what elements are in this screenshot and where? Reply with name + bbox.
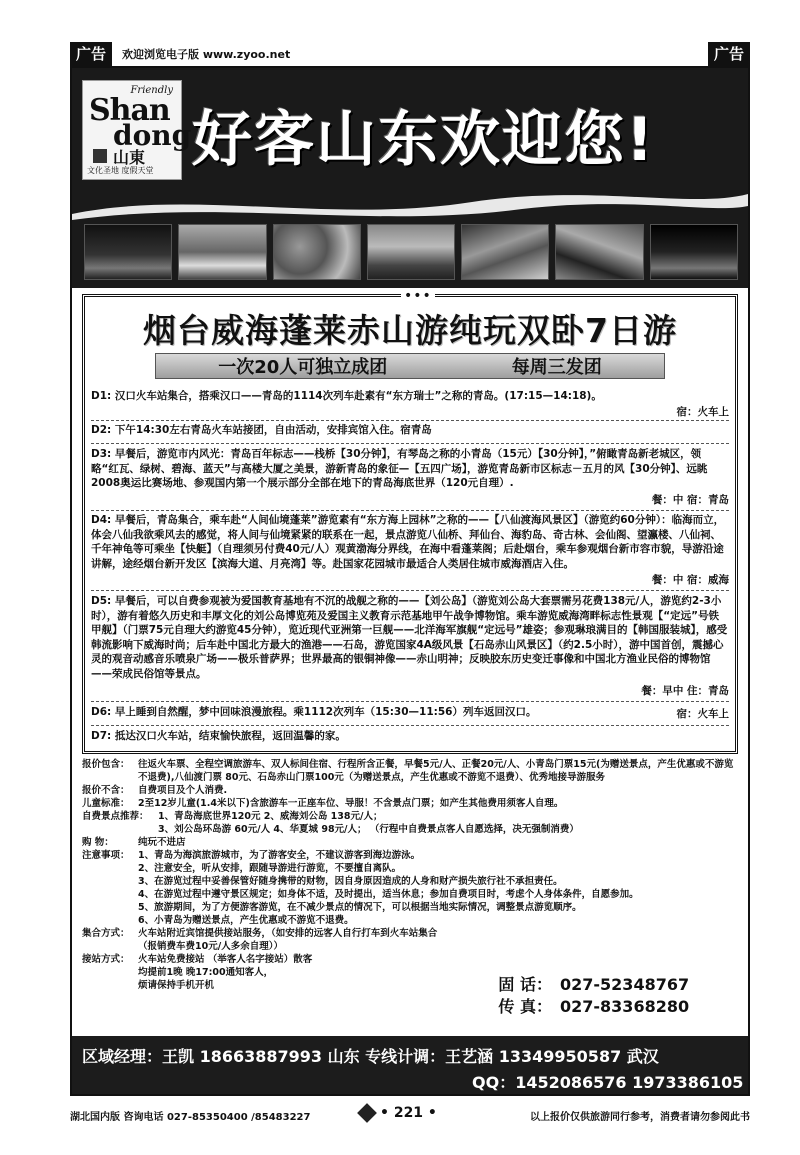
note-value	[138, 927, 738, 953]
divider	[91, 443, 729, 444]
phone-number[interactable]: 027-52348767	[560, 975, 690, 994]
logo-shan-text: Shan	[89, 93, 170, 128]
note-value: 2至12岁儿童(1.4米以下)含旅游车一正座车位、导服！不含景点门票；如产生其他费用须客人自理。	[138, 798, 564, 809]
day-item-d1	[91, 389, 729, 419]
site-link[interactable]: 欢迎浏览电子版 www.zyoo.net	[122, 48, 291, 61]
photo-statue	[555, 224, 643, 280]
day-meta: 餐：中 宿：青岛	[648, 493, 729, 508]
photo-night-city	[650, 224, 738, 280]
attention-item: 3、在游览过程中妥善保管好随身携带的财物，因自身原因造成的人身和财产损失旅行社不承担责任。	[138, 876, 563, 887]
top-bar	[70, 42, 750, 66]
divider	[91, 725, 729, 726]
day-meta: 餐：早中 住：青岛	[637, 684, 729, 699]
banner-group-size: 一次20人可独立成团	[218, 357, 388, 378]
note-attention	[82, 849, 738, 927]
day-text: 早餐后，可以自费参观被为爱国教育基地有不沉的战舰之称的——【刘公岛】（游览刘公岛大套票需另花费138元/人，游览约2-3小时），游有着悠久历史和丰厚文化的刘公岛博览苑及爱国主义教育示范基地甲午战争博物馆。乘车游览威海湾畔标志性景观【“定远”号铁甲舰】（门票75元自理大约游览45分钟），览近现代亚洲第一巨舰——北洋海军旗舰“定远号”雄姿；参观琳琅满目的【韩国服装城】，感受韩流影响下威海时尚；后车赴中国北方最大的渔港——石岛，游览国家4A级风景【石岛赤山风景区】（约2.5小时），游中国首创，震撼心灵的观音动感音乐喷泉广场——极乐普萨界；世界最高的银铜神像——赤山明神；反映胶东历史变迁事像和中国北方渔业民俗的博物馆——荣成民俗馆等景点。	[91, 595, 728, 680]
pickup-line: 火车站免费接站 （举客人名字接站）散客	[138, 954, 313, 965]
day-item-d3	[91, 447, 729, 507]
pickup-line: 烦请保持手机开机	[138, 980, 215, 991]
phone-key: 固 话：	[498, 975, 552, 994]
diamond-icon	[357, 1103, 377, 1123]
divider	[91, 510, 729, 511]
banner-departure: 每周三发团	[511, 357, 602, 378]
contact-qq: QQ：1452086576 1973386105	[472, 1073, 744, 1092]
note-key: 接站方式：	[82, 954, 130, 965]
day-text: 早餐后，青岛集合，乘车赴“人间仙境蓬莱”游览素有“东方海上园林”之称的——【八仙渡海风景区】（游览约60分钟）：临海而立，体会八仙我欲乘风去的感觉，将人间与仙境紧紧的联系在一起，景点游览八仙桥、拜仙台、海豹岛、奇古林、会仙阁、望瀛楼、八仙祠、千年神龟等可乘坐【快艇】（自理须另付费40元/人）观黄渤海分界线，在海中看蓬莱阁；后赴烟台，乘车参观烟台新市容市貌，导游沿途讲解，途经烟台新开发区【滨海大道、月亮湾】等。赴国家花园城市最适合人类居住城市威海酒店入住。	[91, 514, 725, 570]
gather-line: 火车站附近宾馆提供接站服务，（如安排的远客人自行打车到火车站集合	[138, 928, 438, 939]
note-value: 往返火车票、全程空调旅游车、双人标间住宿、行程所含正餐，早餐5元/人、正餐20元/人、小青岛门票15元(为赠送景点，产生优惠或不游览不退费),八仙渡门票 80元、石岛赤山门票100元（为赠送景点，产生优惠或不游览不退费）、优秀地接导游服务	[138, 759, 734, 783]
logo-slogan: 文化圣地 度假天堂	[87, 166, 154, 175]
attention-item: 5、旅游期间，为了方便游客游览，在不减少景点的情况下，可以根据当地实际情况，调整景点游览顺序。	[138, 902, 582, 913]
footer-disclaimer: 以上报价仅供旅游同行参考，消费者请勿参阅此书	[530, 1112, 750, 1123]
note-value	[138, 849, 738, 927]
group-banner	[155, 353, 665, 379]
fax-key: 传 真：	[498, 997, 552, 1016]
fax-number[interactable]: 027-83368280	[560, 997, 690, 1016]
photo-church	[367, 224, 455, 280]
day-meta: 宿：火车上	[673, 707, 730, 722]
phone-row-fax	[494, 996, 734, 1018]
photo-boat	[461, 224, 549, 280]
phone-box	[494, 974, 734, 1020]
attention-item: 1、青岛为海滨旅游城市，为了游客安全，不建议游客到海边游泳。	[138, 850, 421, 861]
attention-item: 2、注意安全，听从安排，跟随导游进行游览，不要擅自离队。	[138, 863, 402, 874]
day-text: 早上睡到自然醒，梦中回味浪漫旅程。乘1112次列车（15:30—11:56）列车返回汉口。	[114, 706, 537, 718]
note-key: 报价包含：	[82, 759, 130, 770]
note-exclusions	[82, 784, 738, 797]
day-label: D5:	[91, 595, 112, 607]
logo-dong-text: dong	[113, 119, 192, 152]
footer-edition-info: 湖北国内版 咨询电话 027-85350400 /85483227	[70, 1112, 311, 1123]
optional-line: 3、刘公岛环岛游 60元/人 4、华夏城 98元/人； （行程中自费景点客人自愿选择，决无强制消费）	[158, 824, 579, 835]
page-number-text: • 221 •	[380, 1105, 437, 1121]
advertisement-poster	[70, 66, 750, 1096]
pickup-line: 均提前1晚 晚17:00通知客人，	[138, 967, 274, 978]
note-key: 儿童标准：	[82, 798, 130, 809]
note-shopping	[82, 836, 738, 849]
attention-item: 6、小青岛为赠送景点，产生优惠或不游览不退费。	[138, 915, 354, 926]
photo-strip	[84, 224, 738, 280]
gather-line: （报销费车费10元/人多余自理））	[138, 941, 283, 952]
day-label: D7:	[91, 730, 112, 742]
day-label: D3:	[91, 448, 112, 460]
day-meta: 餐：中 宿：威海	[648, 573, 729, 588]
note-optional-tours	[82, 810, 738, 836]
contact-bar	[72, 1036, 748, 1094]
day-label: D1:	[91, 390, 112, 402]
wave-decoration	[72, 184, 748, 224]
phone-row-tel	[494, 974, 734, 996]
note-key: 购 物：	[82, 837, 114, 848]
note-gathering	[82, 927, 738, 953]
note-child	[82, 797, 738, 810]
note-value: 纯玩不进店	[138, 837, 186, 848]
day-meta: 宿：火车上	[673, 405, 730, 420]
day-text: 抵达汉口火车站，结束愉快旅程，返回温馨的家。	[114, 730, 346, 742]
day-item-d2	[91, 423, 729, 439]
attention-item: 4、在游览过程中遵守景区规定；如身体不适，及时提出，适当休息；参加自费项目时，考虑个人身体条件，自愿参加。	[138, 889, 639, 900]
day-item-d4	[91, 513, 729, 587]
logo-friendly-text: Friendly	[130, 85, 173, 96]
note-value	[138, 953, 468, 992]
note-key: 集合方式：	[82, 928, 130, 939]
day-text: 汉口火车站集合，搭乘汉口——青岛的1114次列车赴素有“东方瑞士”之称的青岛。(17:15—14:18)。	[114, 390, 602, 402]
divider	[91, 420, 729, 421]
note-value: 自费项目及个人消费.	[138, 785, 228, 796]
note-key: 注意事项：	[82, 850, 130, 861]
note-key: 报价不含：	[82, 785, 130, 796]
route-title: 烟台威海蓬莱赤山游纯玩双卧7日游	[143, 311, 677, 350]
seal-icon	[93, 149, 107, 163]
day-label: D4:	[91, 514, 112, 526]
day-label: D2:	[91, 424, 112, 436]
ad-tag-left: 广告	[70, 42, 112, 66]
logo-chinese-text: 山東	[113, 148, 146, 167]
note-value	[158, 810, 738, 836]
dots-decoration: •••	[401, 289, 435, 303]
headline: 好客山东欢迎您!	[192, 105, 656, 175]
photo-pine	[273, 224, 361, 280]
day-text: 早餐后，游览市内风光：青岛百年标志——栈桥【30分钟】，有琴岛之称的小青岛（15元）【30分钟】，”俯瞰青岛新老城区，领略“红瓦、绿树、碧海、蓝天”与高楼大厦之美景，游新青岛的象征—【五四广场】，游览青岛新市区标志－五月的风【30分钟】、远眺2008奥运比赛场地、参观国内第一个展示部分全部在地下的青岛海底世界（120元自理）.	[91, 448, 708, 489]
contact-managers: 区域经理：王凯 18663887993 山东 专线计调：王艺涵 13349950587 武汉	[82, 1047, 659, 1066]
day-label: D6:	[91, 706, 112, 718]
page-number	[360, 1105, 437, 1121]
shandong-logo	[82, 80, 192, 180]
ad-tag-right: 广告	[708, 42, 750, 66]
photo-seaside	[178, 224, 266, 280]
itinerary-box	[82, 288, 738, 754]
page-footer	[70, 1103, 750, 1127]
divider	[91, 590, 729, 591]
hero-banner	[72, 68, 748, 288]
optional-line: 1、青岛海底世界120元 2、威海刘公岛 138元/人；	[158, 811, 383, 822]
photo-pagoda	[84, 224, 172, 280]
note-key: 自费景点推荐：	[82, 811, 149, 822]
day-item-d7	[91, 729, 729, 745]
day-text: 下午14:30左右青岛火车站接团，自由活动，安排宾馆入住。宿青岛	[114, 424, 432, 436]
day-item-d6	[91, 705, 729, 721]
note-price	[82, 758, 738, 784]
day-item-d5	[91, 594, 729, 698]
divider	[91, 701, 729, 702]
